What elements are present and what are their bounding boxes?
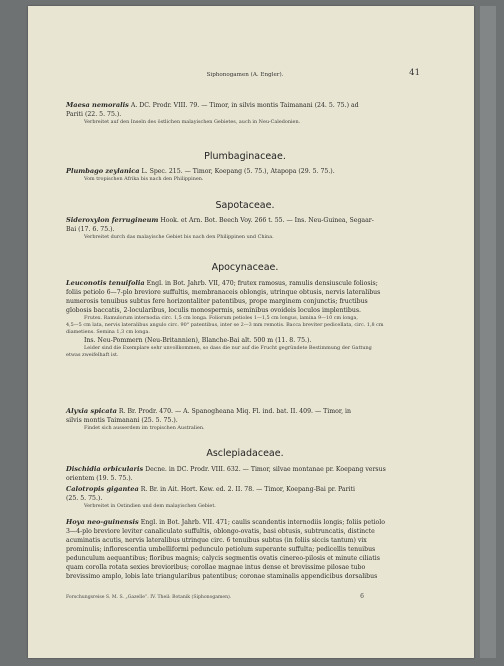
entry-text: L. Spec. 215. — Timor, Koepang (5. 75.), Atapopa (29. 5. 75.). [141,168,335,175]
entry-text: brevissimo amplo, lobis late triangularibus patentibus; coronae staminalis appendicibus dorsalibus [66,573,378,580]
entry-maesa [66,101,424,126]
species-name: Hoya neo-guinensis [66,518,139,526]
distribution-note: Verbreitet auf den Inseln des östlichen malayischen Gebietes, auch in Neu-Caledonien. [84,119,301,125]
description-small: 4,5—5 cm lata, nervis lateralibus angulo circ. 90° patentibus, inter se 2—3 mm remotis. Bacca breviter pedicellata, circ. 1,8 cm [66,322,384,328]
entry-text: pedunculum aequantibus; floribus magnis; calycis segmentis ovatis cinereo-pilosis et minute ciliatis [66,555,380,562]
entry-text: globosis baccatis, 2-locularibus, loculis monospermis, seminibus ovoideis loculos implentibus. [66,307,361,314]
species-name: Maesa nemoralis [66,101,129,109]
entry-plumbago [66,167,424,183]
entry-text: 3—4-plo breviore leviter canaliculato suffultis, oblongo-ovatis, basi obtusis, subtruncatis, distincte [66,528,375,535]
entry-text: R. Br. in Ait. Hort. Kew. ed. 2. II. 78. — Timor, Koepang-Bai pr. Pariti [140,486,355,493]
species-name: Calotropis gigantea [66,485,139,493]
entry-text: Engl. in Bot. Jahrb. VII, 470; frutex ramosus, ramulis densiuscule foliosis; [146,280,378,287]
family-heading: Apocynaceae. [211,262,279,273]
page-footer [66,593,424,602]
species-name: Alyxia spicata [66,407,117,415]
page-edge [480,6,496,658]
entry-text: silvis montis Taimanani (25. 5. 75.). [66,417,178,424]
species-name: Sideroxylon ferrugineum [66,216,159,224]
distribution-note: Verbreitet durch das malayische Gebiet bis nach den Philippinen und China. [84,234,274,240]
entry-dischidia [66,465,424,483]
entry-text: quam corolla rotata sexies brevioribus; corollae magnae intus dense et brevissime pilosae tubo [66,564,366,571]
entry-text: prominulis; inflorescentia umbelliformi pedunculo petiolum superante suffulta; pedicellis tenuibus [66,546,376,553]
entry-text: acuminatis acutis, nervis lateralibus utrinque circ. 6 tenuibus subtus (in foliis siccis tantum) vix [66,537,367,544]
entry-text: Hook. et Arn. Bot. Beech Voy. 266 t. 55. — Ins. Neu-Guinea, Segaar- [160,217,374,224]
description-small: diametiens. Semina 1,3 cm longa. [66,329,150,335]
species-name: Leuconotis tenuifolia [66,279,145,287]
distribution-note: Findet sich ausserdem im tropischen Australien. [84,425,205,431]
entry-text: Pariti (22. 5. 75.). [66,111,122,118]
footer-text: Forschungsreise S. M. S. „Gazelle“. IV. Theil: Botanik (Siphonogamen). [66,595,232,600]
entry-text: Decne. in DC. Prodr. VIII. 632. — Timor, silvae montanae pr. Koepang versus [145,466,386,473]
entry-text: (25. 5. 75.). [66,495,103,502]
species-name: Dischidia orbicularis [66,465,144,473]
signature-mark: 6 [360,593,364,600]
entry-text: numerosis tenuibus subtus fere horizontaliter patentibus, prope marginem conjunctis; fructibus [66,298,368,305]
entry-text: R. Br. Prodr. 470. — A. Spanogheana Miq. Fl. ind. bat. II. 409. — Timor, in [118,408,351,415]
running-title: Siphonogamen (A. Engler). [206,72,284,78]
entry-text: orientem (19. 5. 75.). [66,475,133,482]
species-name: Plumbago zeylanica [66,167,140,175]
entry-leuconotis [66,279,424,359]
family-heading: Sapotaceae. [215,200,275,211]
entry-sideroxylon [66,216,424,241]
entry-text: A. DC. Prodr. VIII. 79. — Timor, in silvis montis Taimanani (24. 5. 75.) ad [130,102,359,109]
distribution-note: Verbreitet in Ostindien und dem malayischen Gebiet. [84,503,216,509]
description-small: etwas zweifelhaft ist. [66,352,119,358]
family-heading: Asclepiadaceae. [206,448,284,459]
locality-text: Ins. Neu-Pommern (Neu-Britannien), Blanche-Bai alt. 500 m (11. 8. 75.). [84,337,312,344]
entry-hoya [66,518,424,581]
entry-alyxia [66,407,424,432]
distribution-note: Vom tropischen Afrika bis nach den Philippinen. [84,176,204,182]
description-small: Leider sind die Exemplare sehr unvollkommen, so dass die nur auf die Frucht gegründete Bestimmung der Gattung [84,345,372,351]
entry-calotropis [66,485,424,510]
entry-text: Bai (17. 6. 75.). [66,226,115,233]
entry-text: foliis petiolo 6—7-plo breviore suffultis, membranaceis oblongis, utrinque obtusis, nervis lateralibus [66,289,381,296]
entry-text: Engl. in Bot. Jahrb. VII. 471; caulis scandentis internodiis longis; foliis petiolo [140,519,385,526]
description-small: Frutex. Ramulorum internodia circ. 1,5 cm longa. Foliorum petioles 1—1,5 cm longus, lamina 9—10 cm longa, [84,315,358,321]
page-number: 41 [409,68,420,78]
family-heading: Plumbaginaceae. [204,151,286,162]
